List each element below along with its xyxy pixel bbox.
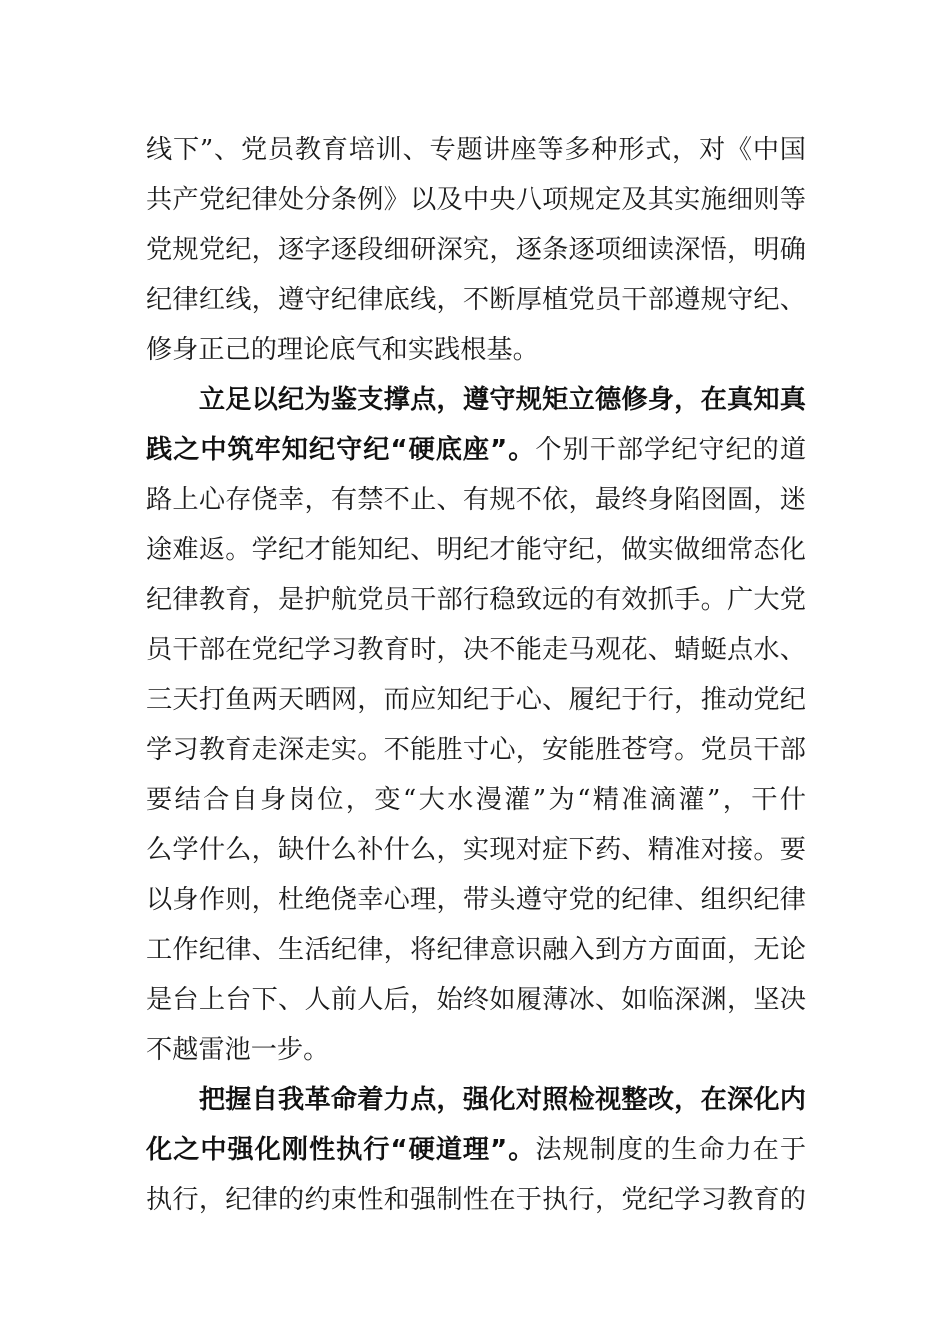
text-line: 执行，纪律的约束性和强制性在于执行，党纪学习教育的 xyxy=(146,1185,806,1215)
text-line: 共产党纪律处分条例》以及中央八项规定及其实施细则等 xyxy=(146,185,806,215)
text-line: 是台上台下、人前人后，始终如履薄冰、如临深渊，坚决 xyxy=(146,985,806,1015)
text-line: 么学什么，缺什么补什么，实现对症下药、精准对接。要 xyxy=(146,835,806,865)
text-line: 纪律红线，遵守纪律底线，不断厚植党员干部遵规守纪、 xyxy=(146,285,806,315)
heading-line: 立足以纪为鉴支撑点，遵守规矩立德修身，在真知真 xyxy=(146,385,806,415)
text-line: 线下”、党员教育培训、专题讲座等多种形式，对《中国 xyxy=(146,135,806,165)
text-line: 路上心存侥幸，有禁不止、有规不依，最终身陷囹圄，迷 xyxy=(146,485,806,515)
heading-line: 践之中筑牢知纪守纪“硬底座”。个别干部学纪守纪的道 xyxy=(146,435,806,465)
heading-line: 把握自我革命着力点，强化对照检视整改，在深化内 xyxy=(146,1085,806,1115)
text-line: 学习教育走深走实。不能胜寸心，安能胜苍穹。党员干部 xyxy=(146,735,806,765)
text-line: 党规党纪，逐字逐段细研深究，逐条逐项细读深悟，明确 xyxy=(146,235,806,265)
text-line: 纪律教育，是护航党员干部行稳致远的有效抓手。广大党 xyxy=(146,585,806,615)
document-page xyxy=(146,125,806,1225)
text-line: 三天打鱼两天晒网，而应知纪于心、履纪于行，推动党纪 xyxy=(146,685,806,715)
text-line: 工作纪律、生活纪律，将纪律意识融入到方方面面，无论 xyxy=(146,935,806,965)
text-line: 途难返。学纪才能知纪、明纪才能守纪，做实做细常态化 xyxy=(146,535,806,565)
text-line: 以身作则，杜绝侥幸心理，带头遵守党的纪律、组织纪律 xyxy=(146,885,806,915)
heading-line: 化之中强化刚性执行“硬道理”。法规制度的生命力在于 xyxy=(146,1135,806,1165)
text-line: 修身正己的理论底气和实践根基。 xyxy=(146,335,539,365)
text-line: 不越雷池一步。 xyxy=(146,1035,330,1065)
text-line: 要结合自身岗位，变“大水漫灌”为“精准滴灌”，干什 xyxy=(146,785,806,815)
text-line: 员干部在党纪学习教育时，决不能走马观花、蜻蜓点水、 xyxy=(146,635,806,665)
